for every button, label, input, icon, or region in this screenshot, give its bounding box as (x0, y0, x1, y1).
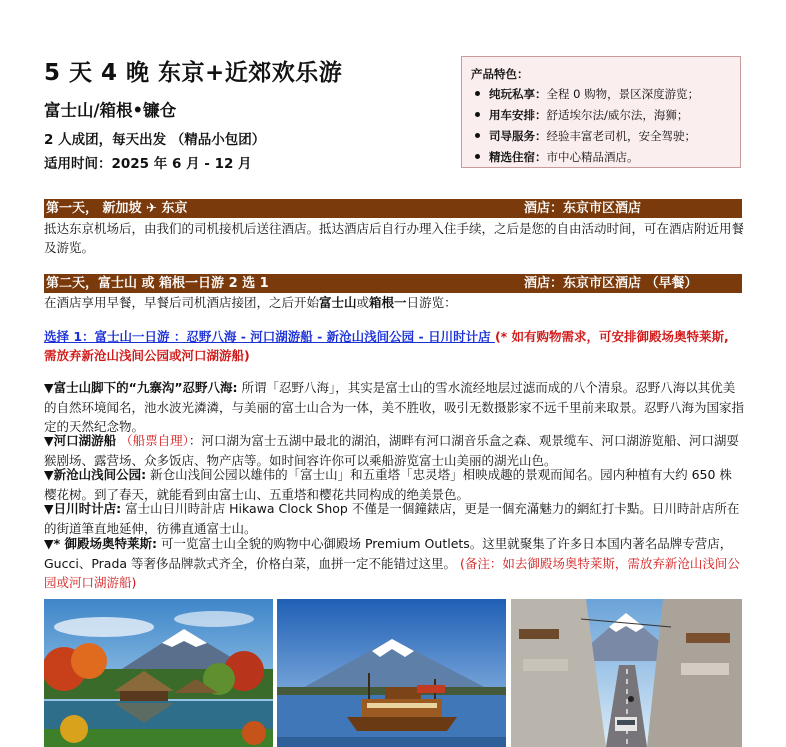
day2-title: 第二天，富士山 或 箱根一日游 2 选 1 (46, 276, 269, 291)
mount-fuji-village-photo (44, 599, 273, 747)
option-1-note: (* 如有购物需求，可安排御殿场奥特莱斯, 需放弃新沧山浅间公园或河口湖游船) (44, 329, 729, 363)
bullet-icon (475, 112, 480, 117)
day2-option-1 (44, 327, 744, 365)
attraction-kawaguchiko-cruise: ▼河口湖游船 （船票自理）：河口湖为富士五湖中最北的湖泊，湖畔有河口湖音乐盒之森、观景缆车、河口湖游览船、河口湖耍猴剧场、露营场、众多饭店、物产店等。如时间容许你可以乘船游览富士山美丽的湖光山色。 (44, 433, 739, 468)
feature-item: 司导服务：经验丰富老司机，安全驾驶； (471, 126, 730, 147)
day1-header-bar (44, 199, 742, 218)
day1-description: 抵达东京机场后，由我们的司机接机后送往酒店。抵达酒店后自行办理入住手续，之后是您的自由活动时间，可在酒店附近用餐及游览。 (44, 221, 745, 255)
day2-intro: 在酒店享用早餐，早餐后司机酒店接团，之后开始富士山或箱根一日游览： (44, 295, 457, 310)
attraction-gotemba-outlets: ▼* 御殿场奥特莱斯: 可一览富士山全貌的购物中心御殿场 Premium Outlets。这里就聚集了许多日本国内著名品牌专营店，Gucci、Prada 等奢侈品牌款式齐全，价格白菜，血拼一定不能错过这里。 (备注：如去御殿场奥特莱斯，需放弃新沧山浅间公园或河口湖游船) (44, 536, 740, 590)
bullet-icon (475, 154, 480, 159)
group-info: 2 人成团，每天出发 （精品小包团） (44, 132, 266, 148)
product-features-box (461, 56, 741, 168)
day1-title: 第一天， 新加坡 ✈ 东京 (46, 201, 188, 216)
day1-hotel: 酒店：东京市区酒店 (524, 201, 642, 216)
bullet-icon (475, 133, 480, 138)
features-heading: 产品特色： (471, 67, 529, 81)
feature-item: 用车安排：舒适埃尔法/威尔法，海狮； (471, 105, 730, 126)
travel-period: 适用时间：2025 年 6 月 - 12 月 (44, 156, 252, 172)
attraction-oshino-hakkai: ▼富士山脚下的“九寨沟”忍野八海: 所谓「忍野八海」，其实是富士山的雪水流经地层过滤而成的八个清泉。忍野八海以其优美的自然环境闻名，池水波光潾潾，与美丽的富士山合为一体，美不胜收，吸引无数摄影家不远千里前来取景。忍野八海为国家指定的天然纪念物。 (44, 380, 745, 434)
lake-kawaguchi-boat-photo (277, 599, 506, 747)
option-1-link[interactable]: 选择 1：富士山一日游 ：忍野八海 - 河口湖游船 - 新沧山浅间公园 - 日川时计店 (44, 329, 495, 344)
page-title: 5 天 4 晚 东京+近郊欢乐游 (44, 60, 343, 86)
day2-hotel: 酒店：东京市区酒店 （早餐） (524, 276, 698, 291)
day2-header-bar (44, 274, 742, 293)
attraction-arakurayama-park: ▼新沧山浅间公园: 新仓山浅间公园以雄伟的「富士山」和五重塔「忠灵塔」相映成趣的景观而闻名。园内种植有大约 650 株樱花树。到了春天，就能看到由富士山、五重塔和樱花共同构成的绝美景色。 (44, 467, 732, 502)
page-subtitle: 富士山/箱根•镰仓 (44, 101, 177, 120)
hikawa-street-fuji-photo (511, 599, 742, 747)
feature-item: 精选住宿：市中心精品酒店。 (471, 147, 730, 168)
bullet-icon (475, 91, 480, 96)
feature-item: 纯玩私享：全程 0 购物，景区深度游览； (471, 84, 730, 105)
attraction-hikawa-clock-shop: ▼日川时计店: 富士山日川時計店 Hikawa Clock Shop 不僅是一個鐘錶店，更是一個充滿魅力的網紅打卡點。日川時計店所在的街道筆直地延伸，彷彿直通富士山。 (44, 501, 740, 536)
